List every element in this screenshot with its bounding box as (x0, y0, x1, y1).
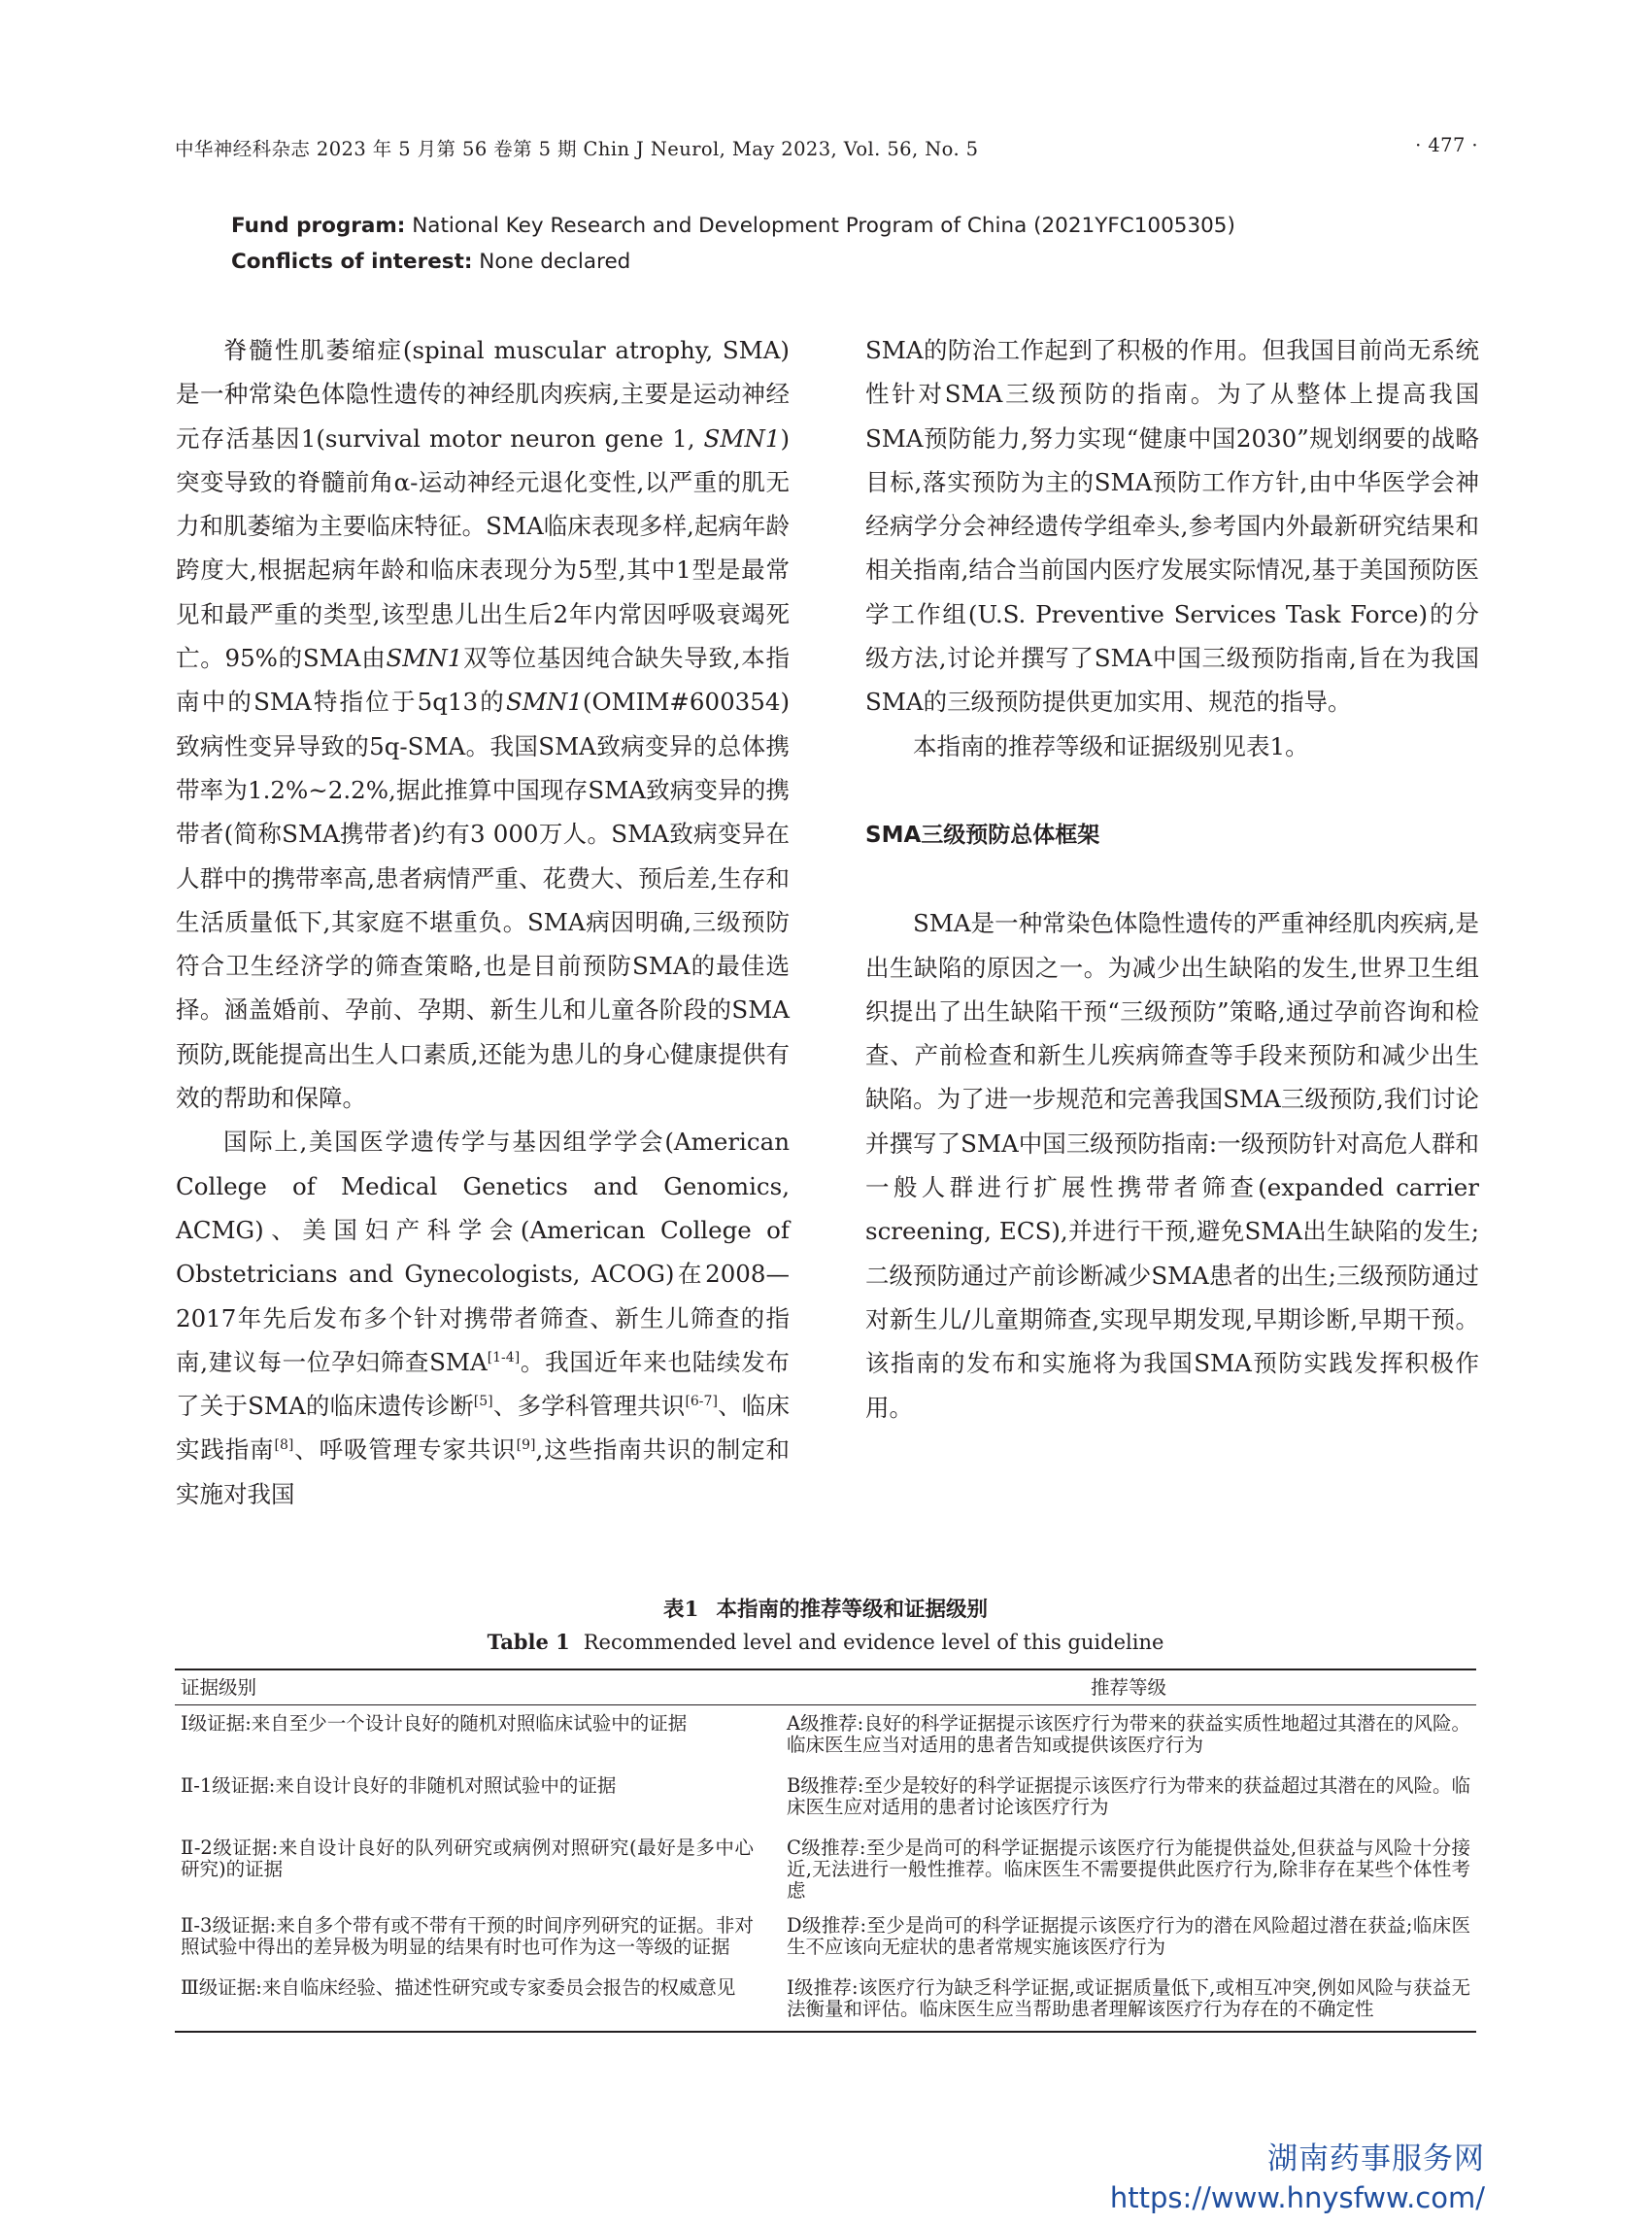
journal-info: 中华神经科杂志 2023 年 5 月第 56 卷第 5 期 Chin J Neurol, May 2023, Vol. 56, No. 5 (175, 138, 979, 160)
table-cell: Ⅱ-2级证据:来自设计良好的队列研究或病例对照研究(最好是多中心研究)的证据 (181, 1836, 754, 1880)
column-header: 证据级别 (175, 1669, 781, 1705)
page-number: · 477 · (1415, 134, 1478, 156)
fund-label: Fund program: (231, 214, 406, 238)
table-cell: Ⅰ级证据:来自至少一个设计良好的随机对照临床试验中的证据 (181, 1712, 688, 1735)
citation[interactable]: [6-7] (685, 1393, 718, 1409)
citation[interactable]: [9] (516, 1437, 536, 1454)
text-run: 、临床实践指南 (176, 1392, 791, 1465)
table-cell: B级推荐:至少是较好的科学证据提示该医疗行为带来的获益超过其潜在的风险。临床医生应对适用的患者讨论该医疗行为 (787, 1773, 1470, 1818)
paragraph: 本指南的推荐等级和证据级别见表1。 (913, 731, 1309, 760)
text-run: 、呼吸管理专家共识 (293, 1435, 517, 1465)
text-run: 双等位基因纯合缺失导致,本指南中的SMA特指位于5q13的 (176, 644, 790, 717)
front-matter (231, 208, 1235, 280)
conflicts-of-interest (231, 244, 1235, 280)
table-row (175, 1830, 1476, 1907)
table-cell: Ⅱ-3级证据:来自多个带有或不带有干预的时间序列研究的证据。非对照试验中得出的差异极为明显的结果有时也可作为这一等级的证据 (181, 1913, 754, 1958)
text-run: 国际上,美国医学遗传学与基因组学学会(American College of Medical Genetics and Genomics, ACMG)、美国妇产科学会(American College of Obstetricians and Gynecologists, ACOG)在2008—2017年先后发布多个针对携带者筛查、新生儿筛查的指南,建议每一位孕妇筛查SMA (176, 1128, 790, 1376)
evidence-table (175, 1669, 1476, 2033)
text-run: )突变导致的脊髓前角α-运动神经元退化变性,以严重的肌无力和肌萎缩为主要临床特征。SMA临床表现多样,起病年龄跨度大,根据起病年龄和临床表现分为5型,其中1型是最常见和最严重的类型,该型患儿出生后2年内常因呼吸衰竭死亡。95%的SMA由 (176, 423, 790, 673)
column-header: 推荐等级 (781, 1669, 1476, 1705)
table-number: 表1 (663, 1598, 699, 1622)
body-column-right (865, 328, 1479, 1430)
text-run: (OMIM#600354)致病性变异导致的5q-SMA。我国SMA致病变异的总体携带率为1.2%~2.2%,据此推算中国现存SMA致病变异的携带者(简称SMA携带者)约有3 000万人。SMA致病变异在人群中的携带率高,患者病情严重、花费大、预后差,生存和生活质量低下,其家庭不堪重负。SMA病因明确,三级预防符合卫生经济学的筛查策略,也是目前预防SMA的最佳选择。涵盖婚前、孕前、孕期、新生儿和儿童各阶段的SMA预防,既能提高出生人口素质,还能为患儿的身心健康提供有效的帮助和保障。 (176, 688, 790, 1113)
watermark-url[interactable]: https://www.hnysfww.com/ (1109, 2181, 1485, 2214)
table-row (175, 1768, 1476, 1830)
table-caption-en (175, 1626, 1476, 1659)
conflict-text: None declared (472, 250, 631, 274)
citation[interactable]: [5] (473, 1393, 493, 1409)
paragraph: SMA的防治工作起到了积极的作用。但我国目前尚无系统性针对SMA三级预防的指南。为了从整体上提高我国SMA预防能力,努力实现“健康中国2030”规划纲要的战略目标,落实预防为主的SMA预防工作方针,由中华医学会神经病学分会神经遗传学组牵头,参考国内外最新研究结果和相关指南,结合当前国内医疗发展实际情况,基于美国预防医学工作组(U.S. Preventive Services Task Force)的分级方法,讨论并撰写了SMA中国三级预防指南,旨在为我国SMA的三级预防提供更加实用、规范的指导。 (865, 336, 1479, 717)
text-run: 、多学科管理共识 (492, 1392, 686, 1421)
table-cell: Ⅱ-1级证据:来自设计良好的非随机对照试验中的证据 (181, 1773, 617, 1797)
watermark-name: 湖南药事服务网 (1267, 2141, 1485, 2176)
table-caption (175, 1595, 1476, 1659)
fund-text: National Key Research and Development Program of China (2021YFC1005305) (405, 214, 1235, 238)
conflict-label: Conflicts of interest: (231, 250, 473, 274)
table-title: Recommended level and evidence level of this guideline (583, 1631, 1164, 1654)
paragraph (176, 328, 790, 1120)
table-cell: A级推荐:良好的科学证据提示该医疗行为带来的获益实质性地超过其潜在的风险。临床医生应当对适用的患者告知或提供该医疗行为 (787, 1712, 1470, 1756)
text-run: ,这些指南共识的制定和实施对我国 (176, 1435, 791, 1508)
paragraph: SMA是一种常染色体隐性遗传的严重神经肌肉疾病,是出生缺陷的原因之一。为减少出生缺陷的发生,世界卫生组织提出了出生缺陷干预“三级预防”策略,通过孕前咨询和检查、产前检查和新生儿疾病筛查等手段来预防和减少出生缺陷。为了进一步规范和完善我国SMA三级预防,我们讨论并撰写了SMA中国三级预防指南:一级预防针对高危人群和一般人群进行扩展性携带者筛查(expanded carrier screening, ECS),并进行干预,避免SMA出生缺陷的发生;二级预防通过产前诊断减少SMA患者的出生;三级预防通过对新生儿/儿童期筛查,实现早期发现,早期诊断,早期干预。该指南的发布和实施将为我国SMA预防实践发挥积极作用。 (865, 909, 1479, 1422)
gene-name: SMN1 (703, 423, 781, 453)
text-run: 脊髓性肌萎缩症(spinal muscular atrophy, SMA)是一种常染色体隐性遗传的神经肌肉疾病,主要是运动神经元存活基因1(survival motor neuron gene 1, (176, 336, 790, 453)
citation[interactable]: [1-4] (487, 1349, 521, 1365)
fund-program (231, 208, 1235, 244)
table-row (175, 1970, 1476, 2032)
table-row (175, 1705, 1476, 1768)
table-header-row (175, 1669, 1476, 1705)
gene-name: SMN1 (386, 644, 463, 673)
table-number: Table 1 (487, 1630, 570, 1654)
watermark (1110, 2139, 1485, 2216)
table-title: 本指南的推荐等级和证据级别 (716, 1598, 988, 1622)
paragraph (176, 1120, 790, 1516)
table-cell: I级推荐:该医疗行为缺乏科学证据,或证据质量低下,或相互冲突,例如风险与获益无法衡量和评估。临床医生应当帮助患者理解该医疗行为存在的不确定性 (781, 1970, 1476, 2032)
running-head (175, 130, 1478, 163)
table-caption-zh (175, 1595, 1476, 1626)
table-cell: Ⅲ级证据:来自临床经验、描述性研究或专家委员会报告的权威意见 (175, 1970, 781, 2032)
table-cell: D级推荐:至少是尚可的科学证据提示该医疗行为的潜在风险超过潜在获益;临床医生不应该向无症状的患者常规实施该医疗行为 (787, 1913, 1470, 1958)
table-cell: C级推荐:至少是尚可的科学证据提示该医疗行为能提供益处,但获益与风险十分接近,无法进行一般性推荐。临床医生不需要提供此医疗行为,除非存在某些个体性考虑 (787, 1836, 1470, 1902)
gene-name: SMN1 (505, 688, 583, 717)
body-column-left (176, 328, 790, 1516)
citation[interactable]: [8] (274, 1437, 294, 1454)
section-heading: SMA三级预防总体框架 (865, 822, 1100, 848)
table-row (175, 1907, 1476, 1970)
text-run: 。我国近年来也陆续发布了关于SMA的临床遗传诊断 (176, 1347, 790, 1421)
